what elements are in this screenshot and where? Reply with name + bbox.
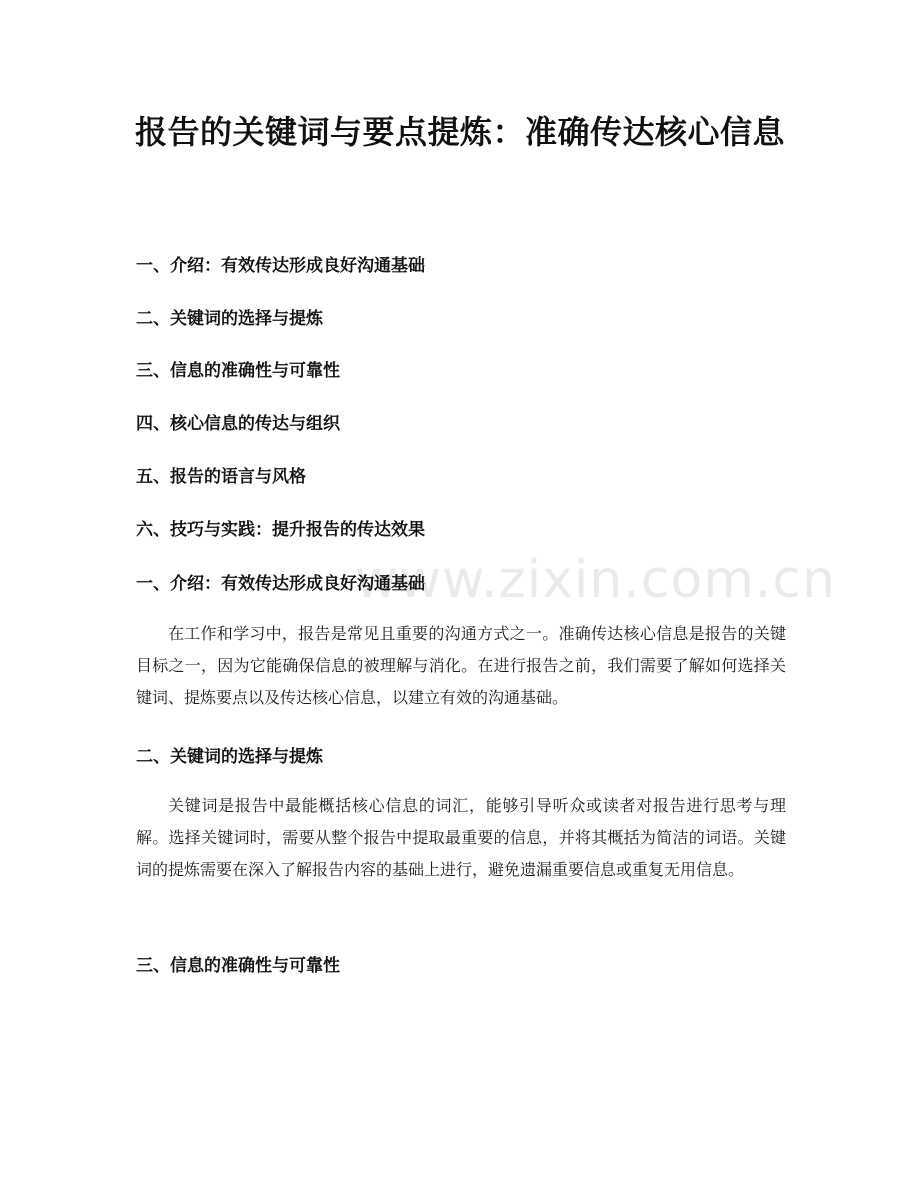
section-paragraph: 关键词是报告中最能概括核心信息的词汇，能够引导听众或读者对报告进行思考与理解。选择关键词时，需要从整个报告中提取最重要的信息，并将其概括为简洁的词语。关键词的提炼需要在深入了解报告内容的基础上进行，避免遗漏重要信息或重复无用信息。 <box>136 796 786 879</box>
toc-item: 二、关键词的选择与提炼 <box>136 309 323 329</box>
section-heading: 二、关键词的选择与提炼 <box>136 747 323 767</box>
toc-item: 五、报告的语言与风格 <box>136 467 306 487</box>
section-heading: 三、信息的准确性与可靠性 <box>136 956 340 976</box>
watermark: www.zixin.com.cn <box>355 550 836 610</box>
document-title: 报告的关键词与要点提炼：准确传达核心信息 <box>134 113 785 151</box>
toc-item: 六、技巧与实践：提升报告的传达效果 <box>136 520 425 540</box>
section-heading: 一、介绍：有效传达形成良好沟通基础 <box>136 574 425 594</box>
toc-item: 四、核心信息的传达与组织 <box>136 414 340 434</box>
toc-item: 三、信息的准确性与可靠性 <box>136 361 340 381</box>
section-paragraph: 在工作和学习中，报告是常见且重要的沟通方式之一。准确传达核心信息是报告的关键目标之一，因为它能确保信息的被理解与消化。在进行报告之前，我们需要了解如何选择关键词、提炼要点以及传达核心信息，以建立有效的沟通基础。 <box>136 624 786 707</box>
toc-item: 一、介绍：有效传达形成良好沟通基础 <box>136 256 425 276</box>
